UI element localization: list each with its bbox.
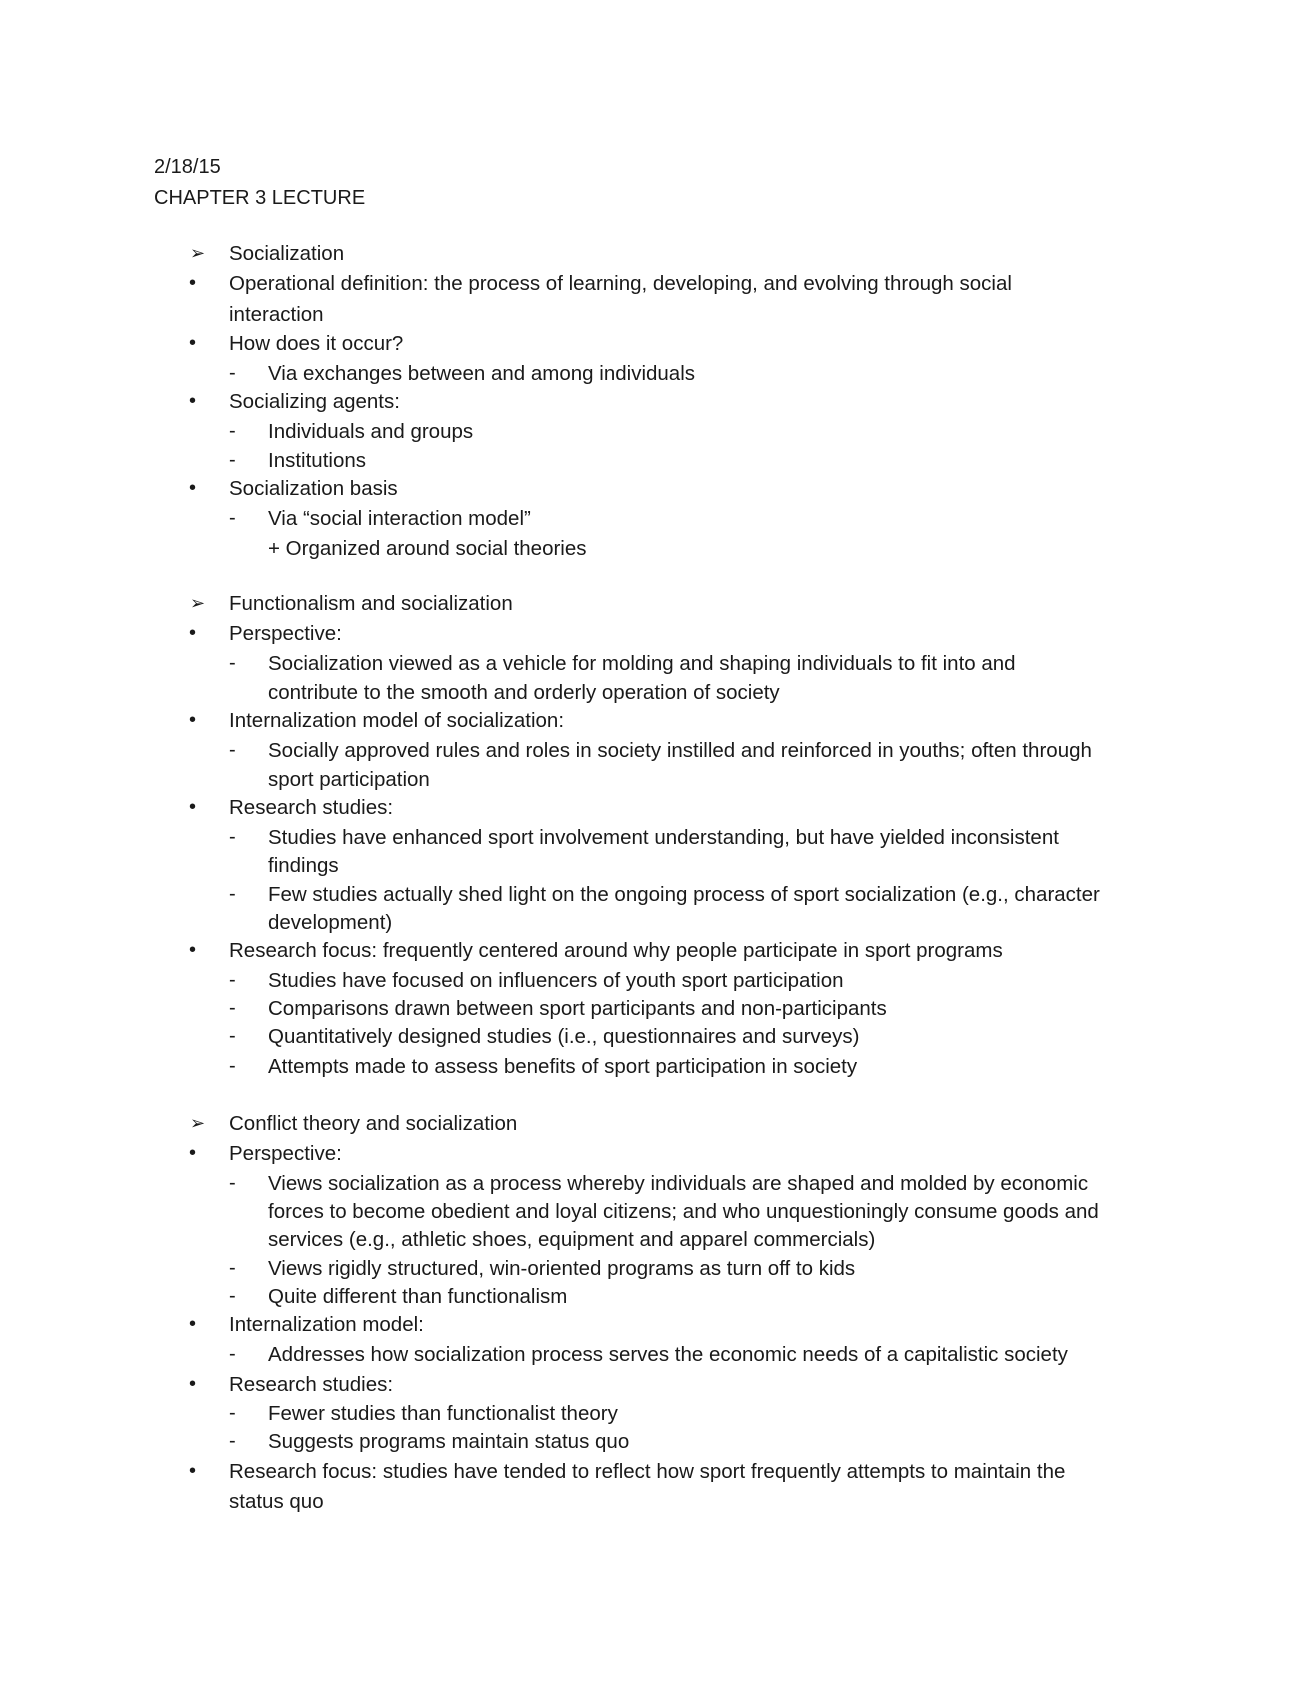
bullet-icon: • xyxy=(189,709,197,731)
dash-icon: - xyxy=(229,883,236,905)
dash-icon: - xyxy=(229,1285,236,1307)
bullet-icon: • xyxy=(189,390,197,412)
sub-item: Views socialization as a process whereby individuals are shaped and molded by economic xyxy=(268,1172,1089,1195)
bullet-text: Socializing agents: xyxy=(229,390,400,413)
bullet-text: Research focus: frequently centered around why people participate in sport programs xyxy=(229,939,1003,962)
dash-icon: - xyxy=(229,1025,236,1047)
sub-item: Addresses how socialization process serves the economic needs of a capitalistic society xyxy=(268,1343,1068,1366)
sub-item: Comparisons drawn between sport participants and non-participants xyxy=(268,997,887,1020)
sub-sub-item: + Organized around social theories xyxy=(268,537,587,560)
bullet-text: Socialization basis xyxy=(229,477,398,500)
bullet-icon: • xyxy=(189,796,197,818)
arrow-bullet-icon: ➢ xyxy=(190,243,206,263)
sub-item: Studies have focused on influencers of youth sport participation xyxy=(268,969,844,992)
sub-item-continued: development) xyxy=(268,911,393,934)
dash-icon: - xyxy=(229,1430,236,1452)
dash-icon: - xyxy=(229,1055,236,1077)
section-heading: Functionalism and socialization xyxy=(229,592,513,615)
bullet-icon: • xyxy=(189,477,197,499)
bullet-text: Internalization model of socialization: xyxy=(229,709,565,732)
sub-item: Quantitatively designed studies (i.e., questionnaires and surveys) xyxy=(268,1025,860,1048)
dash-icon: - xyxy=(229,826,236,848)
document-title: CHAPTER 3 LECTURE xyxy=(154,187,366,209)
sub-item-continued: contribute to the smooth and orderly operation of society xyxy=(268,681,780,704)
dash-icon: - xyxy=(229,362,236,384)
bullet-text: Internalization model: xyxy=(229,1313,424,1336)
dash-icon: - xyxy=(229,739,236,761)
sub-item: Institutions xyxy=(268,449,366,472)
bullet-text: Operational definition: the process of learning, developing, and evolving through social xyxy=(229,272,1012,295)
bullet-text-continued: interaction xyxy=(229,303,324,326)
dash-icon: - xyxy=(229,969,236,991)
bullet-icon: • xyxy=(189,1313,197,1335)
sub-item: Quite different than functionalism xyxy=(268,1285,568,1308)
sub-item: Attempts made to assess benefits of sport participation in society xyxy=(268,1055,858,1078)
dash-icon: - xyxy=(229,997,236,1019)
bullet-icon: • xyxy=(189,272,197,294)
dash-icon: - xyxy=(229,1257,236,1279)
bullet-icon: • xyxy=(189,622,197,644)
dash-icon: - xyxy=(229,449,236,471)
bullet-icon: • xyxy=(189,1460,197,1482)
dash-icon: - xyxy=(229,1172,236,1194)
sub-item: Fewer studies than functionalist theory xyxy=(268,1402,618,1425)
bullet-text: Perspective: xyxy=(229,622,342,645)
sub-item: Views rigidly structured, win-oriented programs as turn off to kids xyxy=(268,1257,856,1280)
sub-item-continued: sport participation xyxy=(268,768,430,791)
dash-icon: - xyxy=(229,420,236,442)
sub-item: Studies have enhanced sport involvement understanding, but have yielded inconsistent xyxy=(268,826,1059,849)
section-heading: Socialization xyxy=(229,242,345,265)
bullet-icon: • xyxy=(189,1373,197,1395)
sub-item: Via exchanges between and among individuals xyxy=(268,362,696,385)
dash-icon: - xyxy=(229,1402,236,1424)
dash-icon: - xyxy=(229,1343,236,1365)
sub-item: Socialization viewed as a vehicle for molding and shaping individuals to fit into and xyxy=(268,652,1016,675)
bullet-text: Research studies: xyxy=(229,1373,394,1396)
sub-item: Individuals and groups xyxy=(268,420,474,443)
arrow-bullet-icon: ➢ xyxy=(190,593,206,613)
bullet-icon: • xyxy=(189,1142,197,1164)
sub-item-continued: forces to become obedient and loyal citizens; and who unquestioningly consume goods and xyxy=(268,1200,1099,1223)
section-heading: Conflict theory and socialization xyxy=(229,1112,518,1135)
date: 2/18/15 xyxy=(154,156,221,178)
sub-item-continued: findings xyxy=(268,854,339,877)
arrow-bullet-icon: ➢ xyxy=(190,1113,206,1133)
dash-icon: - xyxy=(229,652,236,674)
bullet-text: Research studies: xyxy=(229,796,394,819)
bullet-text: Research focus: studies have tended to reflect how sport frequently attempts to maintain the xyxy=(229,1460,1066,1483)
bullet-text-continued: status quo xyxy=(229,1490,324,1513)
dash-icon: - xyxy=(229,507,236,529)
sub-item: Via “social interaction model” xyxy=(268,507,531,530)
bullet-icon: • xyxy=(189,939,197,961)
bullet-text: Perspective: xyxy=(229,1142,342,1165)
sub-item: Few studies actually shed light on the ongoing process of sport socialization (e.g., character xyxy=(268,883,1100,906)
sub-item: Socially approved rules and roles in society instilled and reinforced in youths; often through xyxy=(268,739,1092,762)
sub-item-continued: services (e.g., athletic shoes, equipment and apparel commercials) xyxy=(268,1228,876,1251)
bullet-text: How does it occur? xyxy=(229,332,404,355)
bullet-icon: • xyxy=(189,332,197,354)
sub-item: Suggests programs maintain status quo xyxy=(268,1430,630,1453)
